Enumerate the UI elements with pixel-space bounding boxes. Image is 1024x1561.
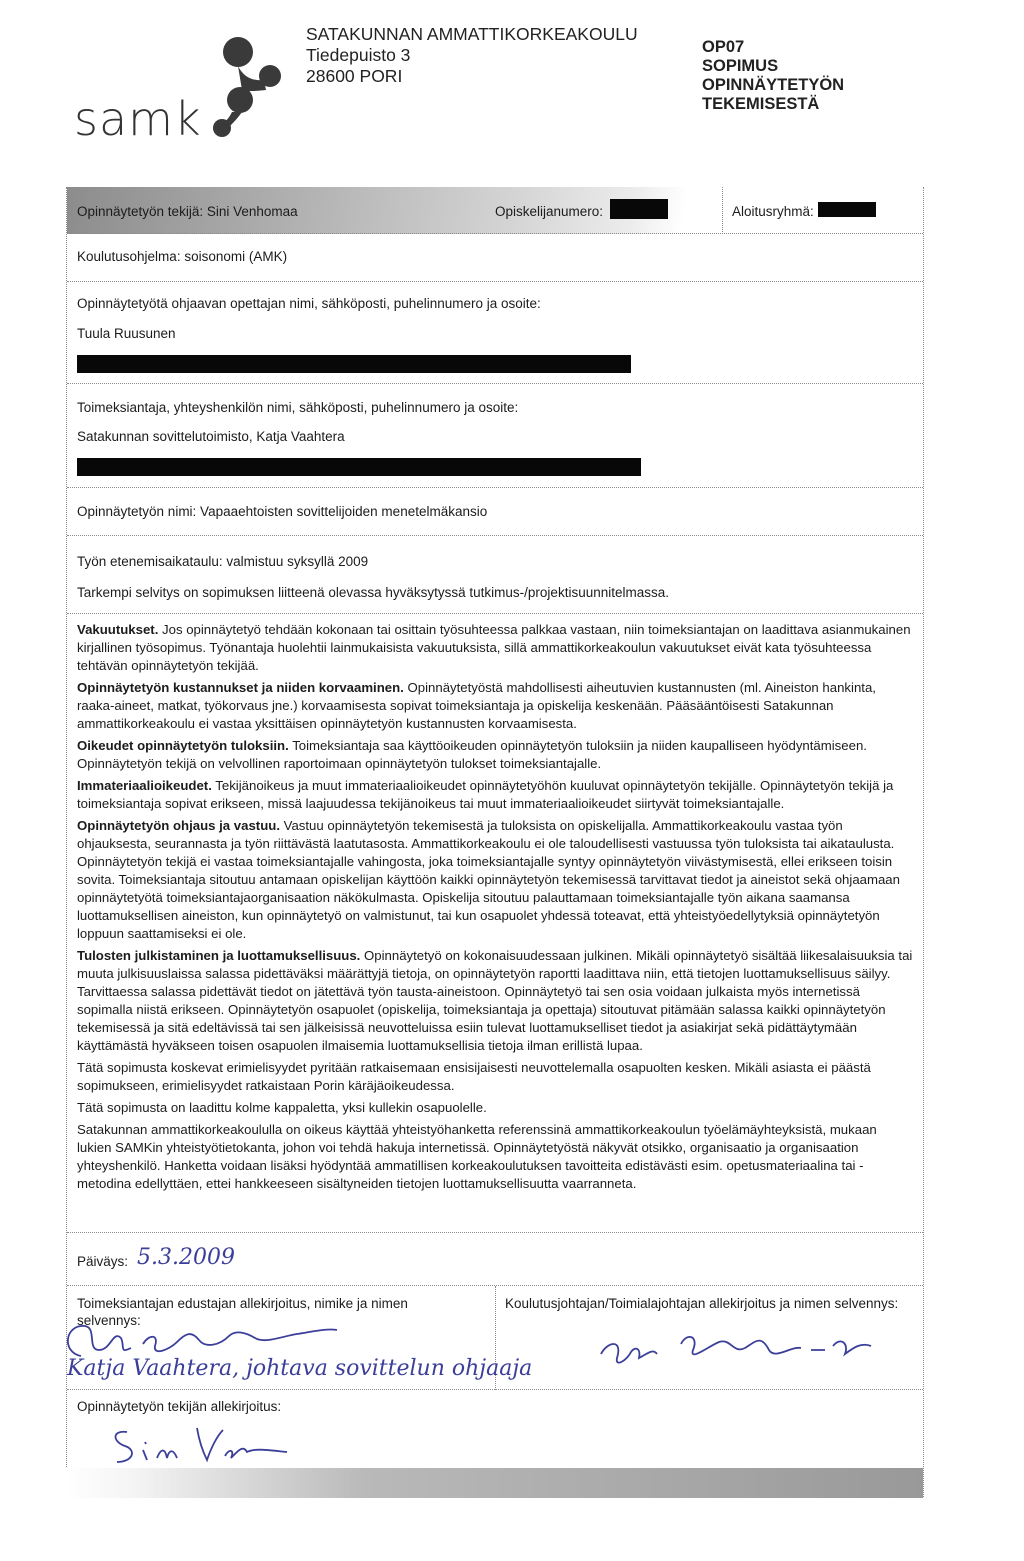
date-handwritten: 5.3.2009 xyxy=(137,1245,235,1270)
footer-band xyxy=(66,1468,923,1498)
cell-divider xyxy=(722,187,723,234)
commissioner-clarification-handwritten: Katja Vaahtera, johtava sovittelun ohjaaja xyxy=(67,1356,533,1381)
agreement-terms xyxy=(77,621,913,1197)
institution-street: Tiedepuisto 3 xyxy=(306,45,411,65)
author-signature-row xyxy=(67,1390,923,1471)
terms-paragraph: Oikeudet opinnäytetyön tuloksiin. Toimeksiantaja saa käyttöoikeuden opinnäytetyön tuloksiin ja niiden kaupalliseen hyödyntämiseen. Opinnäytetyön tekijä on velvollinen raportoimaan opinnäytetyön tulokset toimeksiantajalle. xyxy=(77,738,867,771)
schedule-row xyxy=(67,536,923,614)
commissioner-name: Satakunnan sovittelutoimisto, Katja Vaahtera xyxy=(77,429,345,444)
schedule-detail: Tarkempi selvitys on sopimuksen liitteenä olevassa hyväksytyssä tutkimus-/projektisuunnitelmassa. xyxy=(77,585,669,600)
samk-logo xyxy=(74,30,294,146)
terms-paragraph: Opinnäytetyön ohjaus ja vastuu. Vastuu opinnäytetyön tekemisestä ja tuloksista on opiskelijalla. Ammattikorkeakoulu vastaa työn ohjauksesta, seurannasta ja työn riittävästä laatutasosta. Ammattikorkeakoulu ei ole taloudellisesti vastuussa työn tuloksista tai aikataulusta. Opinnäytetyön tekijä ei vastaa toimeksiantajalle vahingosta, joka toimeksiantajalle syntyy opinnäytetyön viivästymisestä, ellei erikseen toisin sovita. Toimeksiantaja sitoutuu antamaan opiskelijan käyttöön kaikki opinnäytetyön tekemisessä tarvittavat tiedot ja aineistot sekä ohjaamaan opinnäytetyötä toimeksiantajaorganisaation näkökulmasta. Opiskelija sitoutuu palauttamaan toimeksiantajalle työn aikana saamansa luottamuksellisen aineiston, kun opinnäytetyö on valmistunut, tai kun osapuolet yhdessä toteavat, että yhteistyöedellytyksiä opinnäytetyön loppuun saattamiseksi ei ole. xyxy=(77,818,900,941)
logo-wordmark: samk xyxy=(74,92,202,146)
date-label: Päiväys: xyxy=(77,1254,129,1269)
commissioner-signature-label: Toimeksiantajan edustajan allekirjoitus, nimike ja nimen selvennys: xyxy=(77,1296,408,1328)
terms-paragraph: Satakunnan ammattikorkeakoululla on oikeus käyttää yhteistyöhanketta referenssinä ammattikorkeakoulun työelämäyhteyksistä, mukaan lukien SAMKin yhteistyötietokanta, johon voi tehdä hakuja internetissä. Opinnäytetyöstä näkyvät otsikko, organisaatio ja organisaation yhteyshenkilö. Hanketta voidaan lisäksi hyödyntää ammatillisen korkeakoulutuksen tavoitteita edistävästi esim. opetusmateriaalina tai -metodina edellyttäen, ettei hankkeeseen sisältyneiden tietojen luottamuksellisuutta vaarranneta. xyxy=(77,1122,877,1191)
document-code: OP07 xyxy=(702,38,745,56)
commissioner-row xyxy=(67,384,923,488)
author-signature xyxy=(107,1422,297,1468)
terms-paragraph: Tätä sopimusta koskevat erimielisyydet pyritään ratkaisemaan ensisijaisesti neuvottelemalla osapuolten kesken. Mikäli asiasta ei päästä sopimukseen, erimielisyydet ratkaistaan Porin käräjäoikeudessa. xyxy=(77,1060,871,1093)
logo-symbol-icon xyxy=(212,30,292,140)
commissioner-label: Toimeksiantaja, yhteyshenkilön nimi, sähköposti, puhelinnumero ja osoite: xyxy=(77,400,519,415)
date-row xyxy=(67,1232,923,1286)
supervisor-contact-redaction xyxy=(77,355,631,373)
terms-paragraph: Tätä sopimusta on laadittu kolme kappaletta, yksi kullekin osapuolelle. xyxy=(77,1100,487,1115)
student-number-redaction xyxy=(610,199,668,219)
student-number-label: Opiskelijanumero: xyxy=(495,204,604,219)
director-signature-label: Koulutusjohtajan/Toimialajohtajan allekirjoitus ja nimen selvennys: xyxy=(505,1296,899,1311)
start-group-redaction xyxy=(818,202,876,217)
signature-row xyxy=(67,1286,923,1390)
author-field: Opinnäytetyön tekijä: Sini Venhomaa xyxy=(77,204,298,219)
supervisor-row xyxy=(67,282,923,384)
supervisor-name: Tuula Ruusunen xyxy=(77,326,176,341)
terms-paragraph: Immateriaalioikeudet. Tekijänoikeus ja muut immateriaalioikeudet opinnäytetyöhön kuuluvat opinnäytetyön tekijälle. Opinnäytetyön tekijä ja toimeksiantaja sopivat erikseen, missä laajuudessa tekijänoikeus tai muut immateriaalioikeudet siirtyvät toimeksiantajalle. xyxy=(77,778,894,811)
document-title-line-2: OPINNÄYTETYÖN xyxy=(702,76,845,94)
document-title xyxy=(702,38,922,114)
programme-row xyxy=(67,234,923,282)
terms-paragraph: Vakuutukset. Jos opinnäytetyö tehdään kokonaan tai osittain työsuhteessa palkkaa vastaan, niin toimeksiantajan on laadittava asianmukainen kirjallinen työsopimus. Työnantaja huolehtii lainmukaisista vakuutuksista, sillä ammattikorkeakoulun vakuutukset eivät kata työsuhteessa tehtävän opinnäytetyön tekijää. xyxy=(77,622,911,673)
supervisor-label: Opinnäytetyötä ohjaavan opettajan nimi, sähköposti, puhelinnumero ja osoite: xyxy=(77,296,541,311)
commissioner-contact-redaction xyxy=(77,458,641,476)
schedule-field: Työn etenemisaikataulu: valmistuu syksyllä 2009 xyxy=(77,554,369,569)
director-signature xyxy=(597,1324,887,1384)
terms-paragraph: Opinnäytetyön kustannukset ja niiden korvaaminen. Opinnäytetyöstä mahdollisesti aiheutuvien kustannusten (ml. Aineiston hankinta, raaka-aineet, matkat, työkorvaus jne.) korvaamisesta sopivat toimeksiantaja ja opiskelija keskenään. Pääsääntöisesti Satakunnan ammattikorkeakoulu ei vastaa yksittäisen opinnäytetyön kustannusten korvaamisesta. xyxy=(77,680,876,731)
author-signature-label: Opinnäytetyön tekijän allekirjoitus: xyxy=(77,1399,282,1414)
document-title-line-1: SOPIMUS xyxy=(702,57,779,75)
agreement-form xyxy=(66,187,924,1497)
start-group-label: Aloitusryhmä: xyxy=(732,204,814,219)
document-title-line-3: TEKEMISESTÄ xyxy=(702,95,820,113)
thesis-name-row xyxy=(67,488,923,536)
programme-field: Koulutusohjelma: soisonomi (AMK) xyxy=(77,249,288,264)
author-row xyxy=(67,187,923,234)
institution-postal: 28600 PORI xyxy=(306,66,403,86)
terms-paragraph: Tulosten julkistaminen ja luottamuksellisuus. Opinnäytetyö on kokonaisuudessaan julkinen. Mikäli opinnäytetyö sisältää liikesalaisuuksia tai muuta julkisuuslaissa salassa pidettäväksi määrättyjä tietoja, on opinnäytetyön raportti laadittava niin, että tietojen luottamuksellisuus säilyy. Tarvittaessa salassa pidettävät tiedot on jätettävä työn tausta-aineistoon. Opinnäytetyö tai sen osia voidaan julkaista myös internetissä sopimalla niistä erikseen. Opinnäytetyön osapuolet (opiskelija, toimeksiantaja ja opettaja) sitoutuvat pitämään salassa kaikki opinnäytetyön tekemisessä ja sitä edeltävissä tai sen jälkeisissä neuvotteluissa esiin tulevat luottamukselliset tiedot ja asiakirjat sekä pidättäytymään käyttämästä hyväkseen toisen osapuolen ilmaisemia luottamuksellisia tietoja ilman erillistä lupaa. xyxy=(77,948,913,1053)
institution-address xyxy=(306,24,638,87)
institution-name: SATAKUNNAN AMMATTIKORKEAKOULU xyxy=(306,24,638,44)
thesis-name-field: Opinnäytetyön nimi: Vapaaehtoisten sovittelijoiden menetelmäkansio xyxy=(77,504,488,519)
